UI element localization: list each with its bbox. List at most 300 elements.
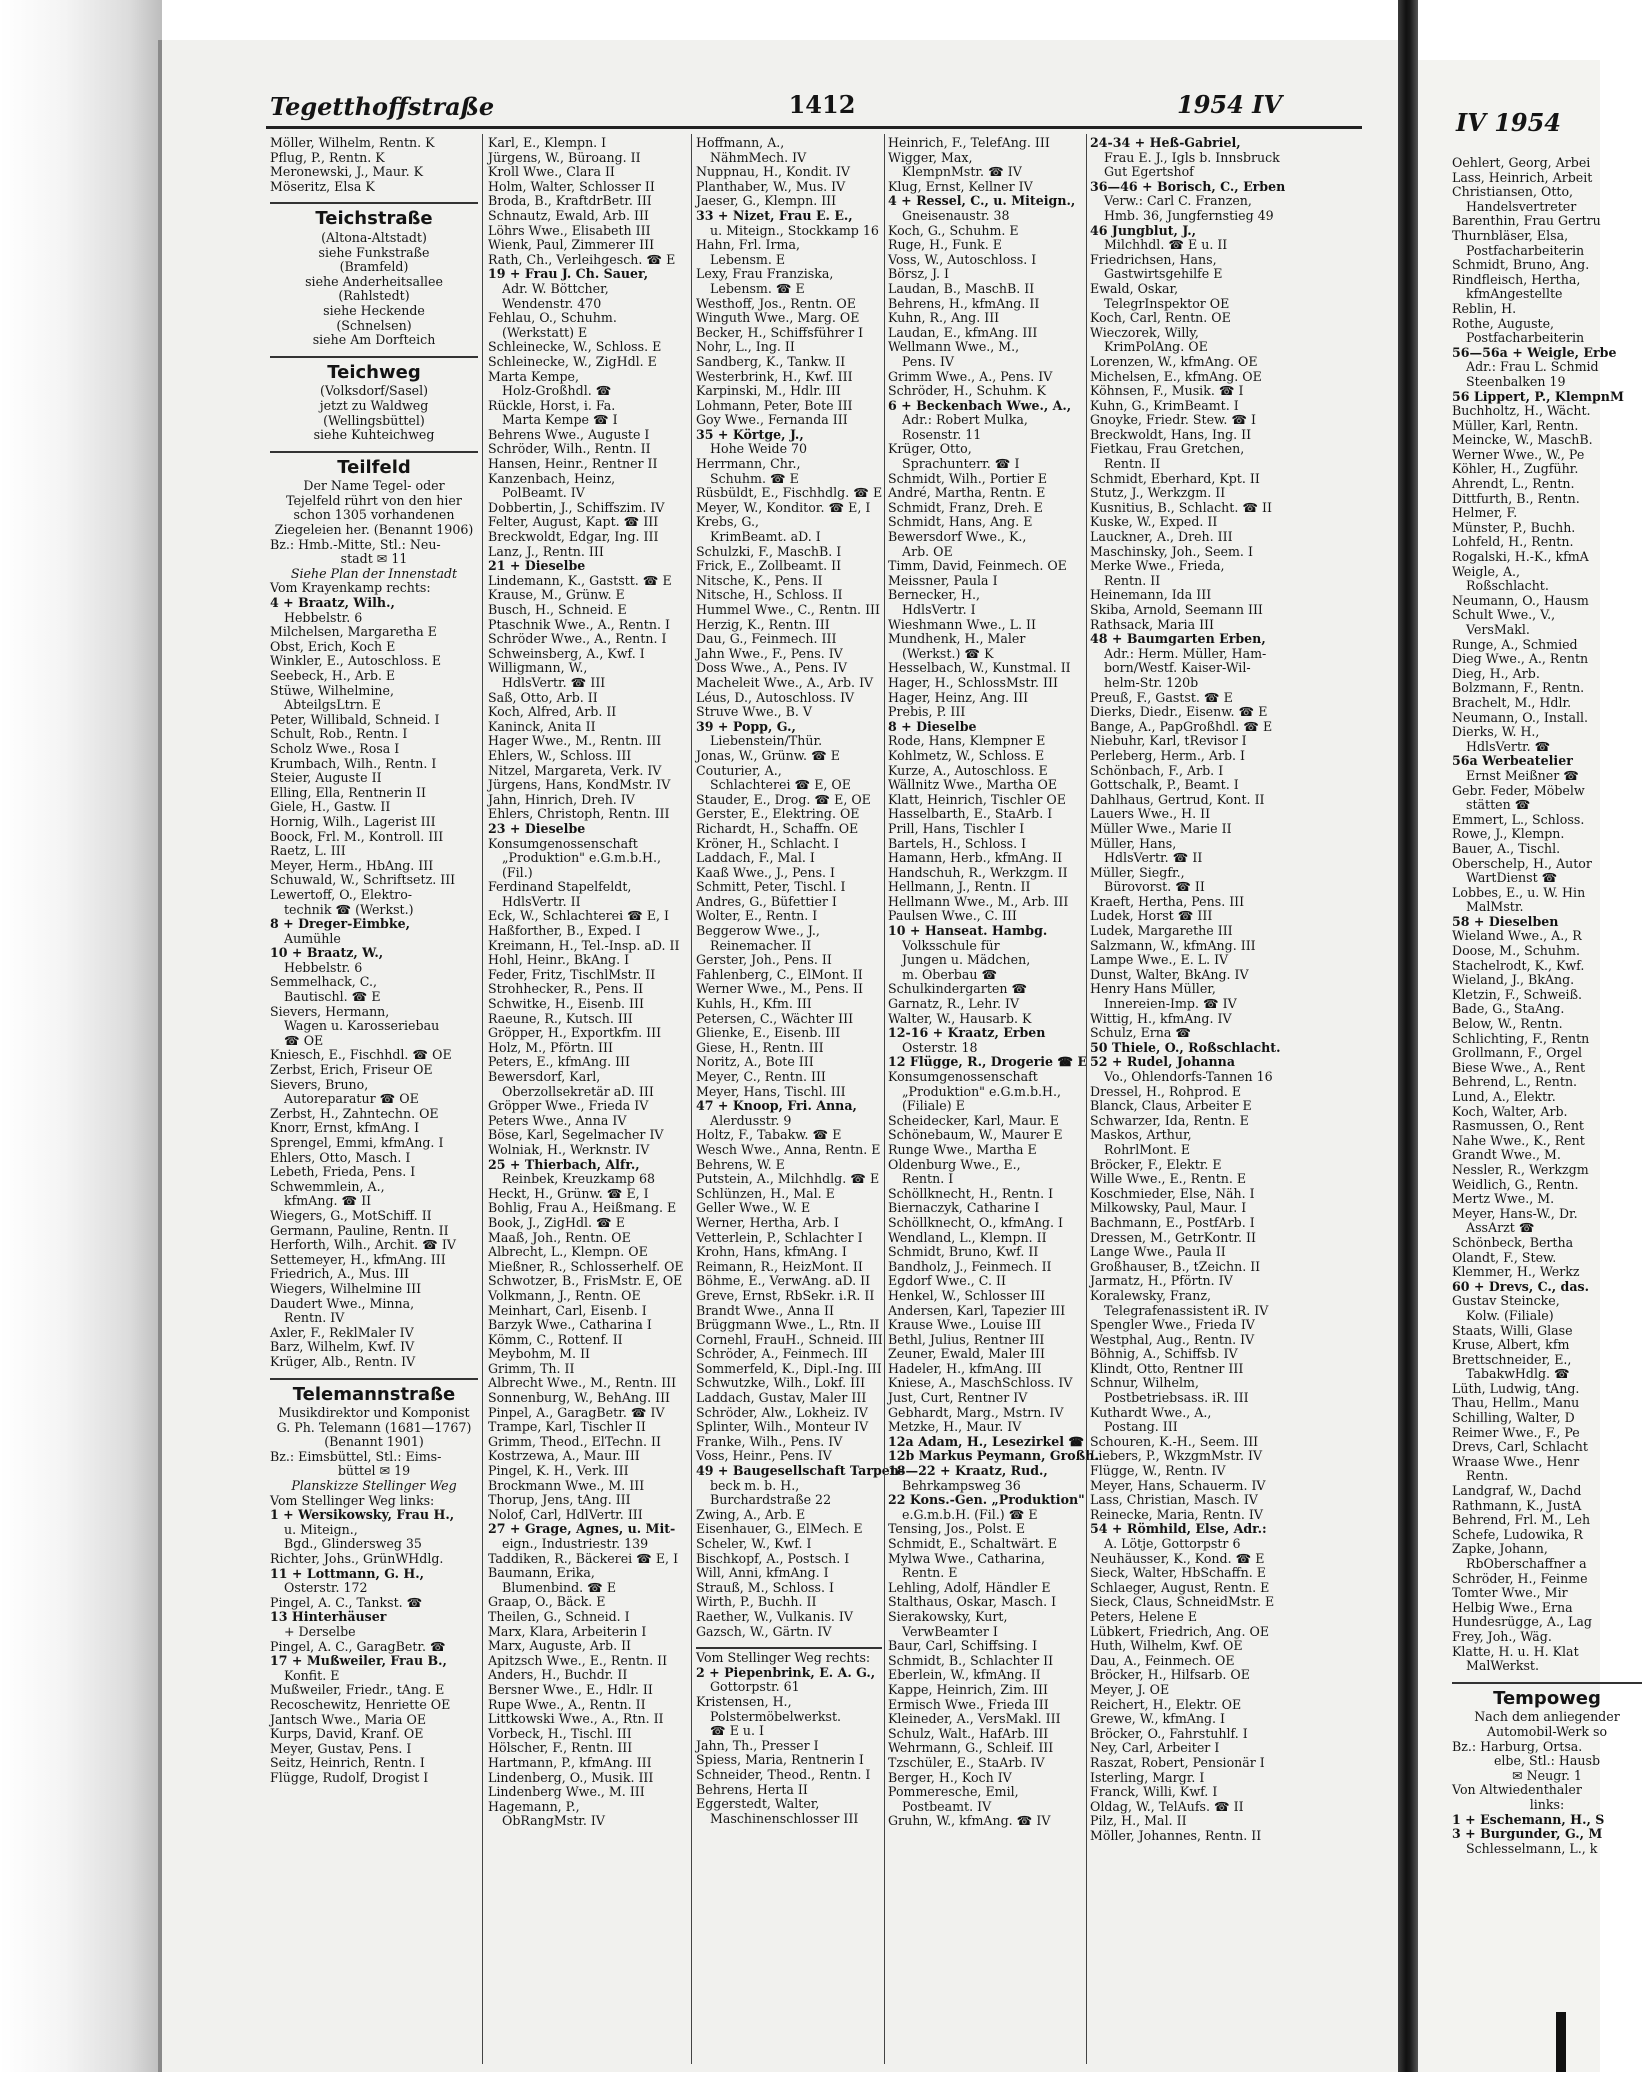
directory-entry: Schuwald, W., Schriftsetz. III — [270, 872, 456, 888]
house-number-entry: 33 + Nizet, Frau E. E., — [696, 207, 853, 223]
house-number-entry: 47 + Knoop, Fri. Anna, — [696, 1098, 857, 1114]
directory-entry: Jahn, Hinrich, Dreh. IV — [488, 791, 635, 807]
directory-entry: Gerster, Joh., Pens. II — [696, 952, 832, 968]
directory-entry: Splinter, Wilh., Monteur IV — [696, 1419, 869, 1435]
directory-entry: Strauß, M., Schloss. I — [696, 1579, 834, 1595]
directory-entry: Wienk, Paul, Zimmerer III — [488, 237, 655, 253]
facing-page-header: IV 1954 — [1456, 108, 1561, 137]
entry-continuation: Volksschule für — [902, 937, 1000, 953]
entry-continuation: AbteilgsLtrn. E — [284, 697, 382, 713]
directory-entry: Henkel, W., Schlosser III — [888, 1287, 1046, 1303]
directory-entry: Thau, Hellm., Manu — [1452, 1395, 1580, 1411]
directory-entry: Breckwoldt, Hans, Ing. II — [1090, 426, 1252, 442]
directory-entry: Krohn, Hans, kfmAng. I — [696, 1244, 847, 1260]
directory-entry: Lobbes, E., u. W. Hin — [1452, 884, 1586, 900]
directory-entry: Bachmann, E., PostfArb. I — [1090, 1214, 1255, 1230]
directory-entry: Schönbach, F., Arb. I — [1090, 762, 1224, 778]
directory-entry: Henry Hans Müller, — [1090, 981, 1216, 997]
directory-entry: Meinhart, Carl, Eisenb. I — [488, 1302, 647, 1318]
directory-entry: Nitsche, K., Pens. II — [696, 572, 823, 588]
directory-entry: Bohlig, Frau A., Heißmang. E — [488, 1200, 677, 1216]
directory-entry: Schöllknecht, O., kfmAng. I — [888, 1214, 1063, 1230]
directory-entry: Mießner, R., Schlosserhelf. OE — [488, 1258, 684, 1274]
directory-entry: Reichert, H., Elektr. OE — [1090, 1696, 1242, 1712]
entry-continuation: PolBeamt. IV — [502, 485, 585, 501]
directory-entry: Egdorf Wwe., C. II — [888, 1273, 1006, 1289]
directory-entry: Böhme, E., VerwAng. aD. II — [696, 1273, 871, 1289]
directory-entry: Behrens, H., kfmAng. II — [888, 295, 1040, 311]
directory-entry: Bernecker, H., — [888, 587, 981, 603]
entry-continuation: Osterstr. 18 — [902, 1039, 978, 1055]
directory-entry: Nolof, Carl, HdlVertr. III — [488, 1506, 643, 1522]
directory-entry: Doss Wwe., A., Pens. IV — [696, 660, 847, 676]
entry-continuation: Liebenstein/Thür. — [710, 733, 823, 749]
column-3 — [696, 135, 905, 2066]
directory-entry: Glienke, E., Eisenb. III — [696, 1025, 841, 1041]
directory-entry: Jantsch Wwe., Maria OE — [270, 1711, 427, 1727]
directory-entry: Müller Wwe., Marie II — [1090, 820, 1232, 836]
directory-entry: Vetterlein, P., Schlachter I — [696, 1229, 863, 1245]
directory-entry: Münster, P., Buchh. — [1452, 519, 1576, 535]
directory-entry: Barz, Wilhelm, Kwf. IV — [270, 1339, 415, 1355]
entry-continuation: HdlsVertr. II — [502, 893, 581, 909]
entry-continuation: ☎ E u. I — [710, 1723, 764, 1739]
directory-entry: Hölscher, F., Rentn. III — [488, 1740, 633, 1756]
directory-entry: Marx, Klara, Arbeiterin I — [488, 1623, 647, 1639]
directory-entry: Kruse, Albert, kfm — [1452, 1337, 1570, 1353]
street-note: Tejelfeld rührt von den hier — [286, 492, 462, 508]
entry-continuation: Pens. IV — [902, 353, 955, 369]
directory-entry: Pingel, A. C., GaragBetr. ☎ — [270, 1638, 446, 1654]
directory-entry: Reimann, R., HeizMont. II — [696, 1258, 863, 1274]
directory-entry: Prebis, P. III — [888, 704, 966, 720]
house-number-entry: 6 + Beckenbach Wwe., A., — [888, 397, 1072, 413]
directory-entry: Huth, Wilhelm, Kwf. OE — [1090, 1638, 1243, 1654]
house-number-entry: 36—46 + Borisch, C., Erben — [1090, 178, 1286, 194]
entry-continuation: VerwBeamter I — [902, 1623, 998, 1639]
directory-entry: Schröder, A., Feinmech. III — [696, 1346, 868, 1362]
directory-entry: Giese, H., Rentn. III — [696, 1039, 824, 1055]
directory-entry: Schmidt, Hans, Ang. E — [888, 514, 1033, 530]
directory-entry: Trampe, Karl, Tischler II — [488, 1419, 646, 1435]
directory-entry: Drevs, Carl, Schlacht — [1452, 1439, 1588, 1455]
directory-entry: Dieg Wwe., A., Rentn — [1452, 651, 1589, 667]
directory-entry: Schnautz, Ewald, Arb. III — [488, 207, 649, 223]
page-number: 1412 — [788, 90, 856, 119]
street-note: (Volksdorf/Sasel) — [319, 383, 429, 399]
directory-entry: Hansen, Heinr., Rentner II — [488, 456, 658, 472]
street-note: Nach dem anliegender — [1474, 1709, 1620, 1725]
directory-entry: Biese Wwe., A., Rent — [1452, 1059, 1586, 1075]
directory-entry: Sieck, Walter, HbSchaffn. E — [1090, 1565, 1266, 1581]
directory-entry: Tzschüler, E., StaArb. IV — [888, 1754, 1045, 1770]
directory-entry: Lange Wwe., Paula II — [1090, 1244, 1226, 1260]
entry-continuation: VersMakl. — [1466, 622, 1530, 637]
directory-entry: Andersen, Karl, Tapezier III — [888, 1302, 1066, 1318]
entry-continuation: Rentn. II — [1104, 456, 1161, 472]
entry-continuation: Rentn. II — [1104, 572, 1161, 588]
directory-entry: Brachelt, M., Hdlr. — [1452, 694, 1572, 710]
directory-entry: Reinecke, Maria, Rentn. IV — [1090, 1506, 1263, 1522]
house-number-entry: 8 + Dieselbe — [888, 718, 977, 734]
directory-entry: Wittig, H., kfmAng. IV — [1090, 1010, 1232, 1026]
entry-continuation: Arb. OE — [902, 543, 953, 559]
directory-entry: Schouren, K.-H., Seem. III — [1090, 1433, 1259, 1449]
directory-entry: Ptaschnik Wwe., A., Rentn. I — [488, 616, 670, 632]
directory-entry: Lübkert, Friedrich, Ang. OE — [1090, 1623, 1270, 1639]
directory-entry: Heckt, H., Grünw. ☎ E, I — [488, 1185, 649, 1201]
directory-entry: Meybohm, M. II — [488, 1346, 591, 1362]
directory-entry: Von Altwiedenthaler — [1452, 1782, 1582, 1798]
directory-entry: Krüger, Otto, — [888, 441, 972, 457]
directory-entry: Müller, Hans, — [1090, 835, 1177, 851]
directory-entry: Ermisch Wwe., Frieda III — [888, 1696, 1049, 1712]
directory-entry: Stutz, J., Werkzgm. II — [1090, 485, 1226, 501]
house-number-entry: 54 + Römhild, Else, Adr.: — [1090, 1521, 1267, 1537]
directory-entry: Albrecht, L., Klempn. OE — [488, 1244, 648, 1260]
directory-entry: Haßforther, B., Exped. I — [488, 923, 641, 939]
entry-continuation: Gneisenaustr. 38 — [902, 207, 1010, 223]
directory-entry: Lorenzen, W., kfmAng. OE — [1090, 353, 1258, 369]
directory-entry: Gebhardt, Marg., Mstrn. IV — [888, 1404, 1064, 1420]
directory-entry: Hager, H., SchlossMstr. III — [888, 674, 1058, 690]
directory-entry: Brüggmann Wwe., L., Rtn. II — [696, 1317, 880, 1333]
entry-continuation: Vo., Ohlendorfs-Tannen 16 — [1104, 1069, 1273, 1084]
directory-entry: Wieland Wwe., A., R — [1452, 928, 1582, 944]
directory-entry: Rüsbüldt, E., Fischhdlg. ☎ E — [696, 485, 883, 501]
directory-entry: André, Martha, Rentn. E — [888, 485, 1046, 501]
directory-entry: Semmelhack, C., — [270, 974, 377, 990]
directory-entry: Becker, H., Schiffsführer I — [696, 324, 864, 340]
house-number-entry: 12 Flügge, R., Drogerie ☎ E — [888, 1054, 1088, 1070]
directory-entry: Dau, A., Feinmech. OE — [1090, 1652, 1235, 1668]
directory-entry: Taddiken, R., Bäckerei ☎ E, I — [488, 1550, 679, 1566]
directory-entry: Runge Wwe., Martha E — [888, 1141, 1037, 1157]
directory-entry: Hager, Heinz, Ang. III — [888, 689, 1029, 705]
entry-continuation: eign., Industriestr. 139 — [502, 1536, 649, 1551]
directory-entry: Schulz, Walt., HafArb. III — [888, 1725, 1049, 1741]
directory-entry: Gröpper, H., Exportkfm. III — [488, 1025, 662, 1041]
house-number-entry: 10 + Hanseat. Hambg. — [888, 923, 1048, 939]
directory-entry: Klug, Ernst, Kellner IV — [888, 178, 1033, 194]
directory-entry: Lehling, Adolf, Händler E — [888, 1579, 1051, 1595]
directory-entry: Schröder, Wilh., Rentn. II — [488, 441, 651, 457]
directory-entry: Putstein, A., Milchhdlg. ☎ E — [696, 1171, 880, 1187]
entry-continuation: Reinbek, Kreuzkamp 68 — [502, 1171, 656, 1187]
directory-entry: Bersner Wwe., E., Hdlr. II — [488, 1681, 653, 1697]
directory-page — [158, 40, 1402, 2072]
directory-entry: Schnur, Wilhelm, — [1090, 1375, 1199, 1391]
directory-entry: Mertz Wwe., M. — [1452, 1191, 1555, 1207]
directory-entry: Oehlert, Georg, Arbei — [1452, 155, 1591, 170]
entry-continuation: Adr.: Frau L. Schmid — [1466, 359, 1599, 375]
directory-entry: Bz.: Harburg, Ortsa. — [1452, 1738, 1583, 1754]
directory-entry: Krause, M., Grünw. E — [488, 587, 625, 603]
directory-entry: Isterling, Margr. I — [1090, 1769, 1205, 1785]
directory-entry: Stalthaus, Oskar, Masch. I — [888, 1594, 1057, 1610]
entry-continuation: ☎ OE — [284, 1032, 324, 1048]
directory-entry: Sommerfeld, K., Dipl.-Ing. III — [696, 1360, 882, 1376]
directory-entry: Nahe Wwe., K., Rent — [1452, 1132, 1585, 1148]
directory-entry: Wieshmann Wwe., L. II — [888, 616, 1036, 632]
entry-continuation: HdlsVertr. I — [902, 602, 976, 617]
directory-entry: Heinemann, Ida III — [1090, 587, 1212, 603]
directory-entry: Schmidt, Bruno, Ang. — [1452, 257, 1590, 273]
entry-continuation: RohrlMont. E — [1104, 1141, 1191, 1157]
directory-entry: Schefe, Ludowika, R — [1452, 1526, 1583, 1542]
directory-entry: Dahlhaus, Gertrud, Kont. II — [1090, 791, 1265, 807]
directory-entry: Winkler, E., Autoschloss. E — [270, 653, 442, 669]
directory-entry: Apitzsch Wwe., E., Rentn. II — [488, 1652, 668, 1668]
directory-entry: Hahn, Frl. Irma, — [696, 237, 800, 253]
directory-entry: Holtz, F., Tabakw. ☎ E — [696, 1127, 842, 1143]
directory-entry: Rückle, Horst, i. Fa. — [488, 397, 616, 413]
directory-entry: Léus, D., Autoschloss. IV — [696, 689, 855, 705]
directory-entry: Milkowsky, Paul, Maur. I — [1090, 1200, 1247, 1216]
plan-reference: Planskizze Stellinger Weg — [291, 1478, 457, 1494]
entry-continuation: Handelsvertreter — [1466, 198, 1577, 214]
directory-entry: Herrmann, Chr., — [696, 456, 801, 472]
directory-entry: Timm, David, Feinmech. OE — [888, 558, 1067, 574]
street-running-head: Tegetthoffstraße — [270, 92, 495, 121]
entry-continuation: Roßschlacht. — [1466, 578, 1549, 594]
directory-entry: Axler, F., ReklMaler IV — [270, 1324, 414, 1340]
entry-continuation: + Derselbe — [284, 1624, 356, 1639]
directory-entry: Meyer, Gustav, Pens. I — [270, 1740, 412, 1756]
directory-entry: Schmidt, E., Schaltwärt. E — [888, 1536, 1058, 1551]
entry-continuation: born/Westf. Kaiser-Wil- — [1104, 660, 1251, 676]
street-heading: Teichstraße — [315, 208, 433, 230]
house-number-entry: 4 + Ressel, C., u. Miteign., — [888, 193, 1076, 209]
directory-entry: Pflug, P., Rentn. K — [270, 149, 385, 165]
directory-entry: Wendland, L., Klempn. II — [888, 1229, 1047, 1245]
header-rule — [266, 126, 1362, 129]
directory-entry: Rupe Wwe., A., Rentn. II — [488, 1696, 646, 1712]
directory-entry: Kletzin, F., Schweiß. — [1452, 986, 1582, 1002]
directory-entry: Tomter Wwe., Mir — [1452, 1585, 1568, 1601]
directory-entry: Eggerstedt, Walter, — [696, 1796, 820, 1812]
entry-continuation: MalMstr. — [1466, 899, 1524, 915]
directory-entry: Gottschalk, P., Beamt. I — [1090, 777, 1239, 793]
directory-entry: Gnoyke, Friedr. Stew. ☎ I — [1090, 412, 1256, 428]
directory-entry: Nuppnau, H., Kondit. IV — [696, 164, 850, 180]
directory-entry: Giele, H., Gastw. II — [270, 799, 391, 815]
directory-entry: Schmidt, B., Schlachter II — [888, 1652, 1054, 1668]
entry-continuation: Aumühle — [284, 930, 341, 946]
directory-entry: Behrend, Frl. M., Leh — [1452, 1512, 1591, 1528]
directory-entry: Hellmann Wwe., M., Arb. III — [888, 893, 1069, 909]
directory-entry: Daudert Wwe., Minna, — [270, 1295, 415, 1311]
directory-entry: Eisenhauer, G., ElMech. E — [696, 1521, 863, 1537]
directory-entry: Vorbeck, H., Tischl. III — [488, 1725, 632, 1741]
directory-entry: Oldenburg Wwe., E., — [888, 1156, 1021, 1172]
directory-entry: Ruge, H., Funk. E — [888, 237, 1002, 253]
directory-entry: Ludek, Margarethe III — [1090, 923, 1233, 939]
house-number-entry: 35 + Körtge, J., — [696, 426, 804, 442]
column-divider — [884, 134, 885, 2064]
directory-entry: Nessler, R., Werkzgm — [1452, 1161, 1589, 1177]
directory-entry: Kniesch, E., Fischhdl. ☎ OE — [270, 1047, 452, 1063]
directory-entry: Brockmann Wwe., M. III — [488, 1477, 645, 1493]
directory-entry: Werner Wwe., W., Pe — [1452, 446, 1585, 462]
directory-entry: Herforth, Wilh., Archit. ☎ IV — [270, 1237, 456, 1253]
directory-entry: Franck, Willi, Kwf. I — [1090, 1784, 1218, 1800]
directory-entry: Vom Krayenkamp rechts: — [270, 580, 431, 596]
directory-entry: Schönbeck, Bertha — [1452, 1234, 1574, 1250]
directory-entry: Garnatz, R., Lehr. IV — [888, 996, 1020, 1012]
directory-entry: Metzke, H., Maur. IV — [888, 1419, 1022, 1435]
directory-entry: Koschmieder, Else, Näh. I — [1090, 1185, 1255, 1201]
directory-entry: Busch, H., Schneid. E — [488, 602, 627, 617]
directory-entry: Jaeser, G., Klempn. III — [696, 193, 837, 209]
directory-entry: Christiansen, Otto, — [1452, 184, 1574, 200]
directory-entry: Barenthin, Frau Gertru — [1452, 213, 1601, 229]
street-note: links: — [1529, 1796, 1565, 1812]
directory-entry: Beggerow Wwe., J., — [696, 923, 820, 939]
entry-continuation: u. Miteign., Stockkamp 16 — [710, 222, 879, 238]
directory-entry: Nitsche, H., Schloss. II — [696, 587, 843, 603]
entry-continuation: Burchardstraße 22 — [710, 1492, 832, 1508]
directory-entry: Skiba, Arnold, Seemann III — [1090, 602, 1263, 617]
entry-continuation: Hebbelstr. 6 — [284, 959, 363, 975]
directory-entry: Wesch Wwe., Anna, Rentn. E — [696, 1141, 881, 1157]
directory-entry: Konsumgenossenschaft — [888, 1069, 1038, 1084]
directory-entry: Felter, August, Kapt. ☎ III — [488, 514, 659, 530]
directory-entry: Kaninck, Anita II — [488, 718, 596, 734]
directory-entry: Raeune, R., Kutsch. III — [488, 1010, 633, 1026]
directory-entry: Nitzel, Margareta, Verk. IV — [488, 762, 662, 778]
directory-entry: Friedrich, A., Mus. III — [270, 1266, 410, 1282]
house-number-entry: 60 + Drevs, C., das. — [1452, 1278, 1589, 1294]
directory-entry: Stauder, E., Drog. ☎ E, OE — [696, 791, 871, 807]
directory-entry: Feder, Fritz, TischlMstr. II — [488, 966, 656, 982]
entry-continuation: ObRangMstr. IV — [502, 1813, 605, 1829]
directory-entry: Schwemmlein, A., — [270, 1178, 385, 1194]
house-number-entry: 22 Kons.-Gen. „Produktion" — [888, 1492, 1085, 1508]
directory-entry: Sievers, Hermann, — [270, 1003, 390, 1019]
directory-entry: Böse, Karl, Segelmacher IV — [488, 1127, 664, 1143]
entry-continuation: Blumenbind. ☎ E — [502, 1579, 617, 1595]
directory-entry: Krebs, G., — [696, 514, 760, 530]
directory-entry: Koralewsky, Franz, — [1090, 1287, 1211, 1303]
entry-continuation: Alerdusstr. 9 — [710, 1112, 792, 1128]
street-note: siehe Funkstraße — [318, 244, 430, 260]
directory-entry: Runge, A., Schmied — [1452, 636, 1578, 652]
directory-entry: Schulkindergarten ☎ — [888, 981, 1028, 997]
entry-continuation: beck m. b. H., — [710, 1477, 800, 1493]
directory-entry: Below, W., Rentn. — [1452, 1016, 1563, 1032]
directory-entry: Karl, E., Klempn. I — [488, 135, 607, 150]
directory-entry: Schwarzer, Ida, Rentn. E — [1090, 1112, 1249, 1128]
entry-continuation: Jungen u. Mädchen, — [902, 952, 1031, 968]
entry-continuation: „Produktion" e.G.m.b.H., — [502, 850, 662, 866]
directory-entry: Laddach, F., Mal. I — [696, 850, 815, 866]
directory-entry: Helbig Wwe., Erna — [1452, 1599, 1573, 1615]
directory-entry: Vom Stellinger Weg links: — [270, 1492, 435, 1508]
directory-entry: Herzig, K., Rentn. III — [696, 616, 830, 632]
directory-entry: Schönebaum, W., Maurer E — [888, 1127, 1063, 1143]
directory-entry: Bauer, A., Tischl. — [1452, 840, 1561, 856]
directory-entry: Schmidt, Eberhard, Kpt. II — [1090, 470, 1260, 486]
directory-entry: Kurze, A., Autoschloss. E — [888, 762, 1048, 778]
street-note: schon 1305 vorhandenen — [293, 507, 455, 523]
entry-continuation: KlempnMstr. ☎ IV — [902, 164, 1022, 180]
house-number-entry: 21 + Dieselbe — [488, 558, 586, 574]
directory-entry: Schult Wwe., V., — [1452, 607, 1556, 623]
directory-entry: Laudan, B., MaschB. II — [888, 280, 1035, 296]
directory-entry: Konsumgenossenschaft — [488, 835, 638, 851]
directory-entry: Sprengel, Emmi, kfmAng. I — [270, 1135, 444, 1150]
scanner-edge-left — [0, 0, 162, 2072]
entry-continuation: Sprachunterr. ☎ I — [902, 456, 1020, 472]
column-divider — [691, 134, 692, 2064]
directory-entry: Salzmann, W., kfmAng. III — [1090, 937, 1256, 953]
house-number-entry: 23 + Dieselbe — [488, 820, 586, 836]
street-note: (Rahlstedt) — [338, 288, 410, 304]
directory-entry: Eck, W., Schlachterei ☎ E, I — [488, 908, 670, 924]
directory-entry: Germann, Pauline, Rentn. II — [270, 1222, 449, 1238]
directory-entry: Lüth, Ludwig, tAng. — [1452, 1380, 1580, 1396]
directory-entry: Marx, Auguste, Arb. II — [488, 1638, 632, 1654]
directory-entry: Boock, Frl. M., Kontroll. III — [270, 828, 444, 844]
directory-entry: Schmitt, Peter, Tischl. I — [696, 879, 846, 895]
house-number-entry: 8 + Dreger-Eimbke, — [270, 916, 410, 932]
directory-entry: Littkowski Wwe., A., Rtn. II — [488, 1711, 664, 1727]
year-district: 1954 IV — [1177, 90, 1282, 119]
directory-entry: Dobbertin, J., Schiffszim. IV — [488, 499, 665, 515]
directory-entry: Jonas, W., Grünw. ☎ E — [696, 747, 840, 763]
entry-continuation: KrimBeamt. aD. I — [710, 529, 821, 545]
directory-entry: Dierks, Diedr., Eisenw. ☎ E — [1090, 704, 1268, 720]
street-note: elbe, Stl.: Hausb — [1493, 1753, 1601, 1769]
directory-entry: Lanz, J., Rentn. III — [488, 543, 604, 559]
entry-continuation: Polstermöbelwerkst. — [710, 1708, 842, 1724]
section-rule — [270, 1378, 478, 1380]
entry-continuation: Adr.: Robert Mulka, — [902, 412, 1028, 428]
directory-entry: Flügge, W., Rentn. IV — [1090, 1463, 1226, 1479]
directory-entry: Lindenberg Wwe., M. III — [488, 1784, 645, 1800]
directory-entry: Wiegers, G., MotSchiff. II — [270, 1207, 432, 1223]
directory-entry: Holz, M., Pförtn. III — [488, 1039, 613, 1055]
column-4 — [888, 135, 1099, 2066]
directory-entry: Biernaczyk, Catharine I — [888, 1200, 1040, 1216]
street-note: siehe Am Dorfteich — [312, 332, 436, 348]
directory-entry: Koch, Alfred, Arb. II — [488, 704, 617, 720]
directory-entry: Meyer, Hans, Schauerm. IV — [1090, 1477, 1266, 1493]
house-number-entry: 11 + Lottmann, G. H., — [270, 1565, 425, 1581]
directory-entry: Westhoff, Jos., Rentn. OE — [696, 295, 856, 311]
directory-entry: Kuhn, R., Ang. III — [888, 310, 1000, 326]
directory-entry: Schwotzer, B., FrisMstr. E, OE — [488, 1273, 683, 1289]
facing-column — [1452, 156, 1642, 2086]
directory-entry: Maskos, Arthur, — [1090, 1127, 1192, 1143]
house-number-entry: 2 + Piepenbrink, E. A. G., — [696, 1664, 876, 1680]
directory-entry: Schmidt, Franz, Dreh. E — [888, 499, 1043, 515]
directory-entry: Hartmann, P., kfmAng. III — [488, 1754, 652, 1770]
directory-entry: Rasmussen, O., Rent — [1452, 1118, 1584, 1134]
directory-entry: Wällnitz Wwe., Martha OE — [888, 777, 1058, 793]
directory-entry: Kniese, A., MaschSchloss. IV — [888, 1375, 1073, 1391]
entry-continuation: Rentn. — [1466, 1468, 1509, 1484]
directory-entry: Neuhäusser, K., Kond. ☎ E — [1090, 1550, 1265, 1566]
directory-entry: Meyer, W., Konditor. ☎ E, I — [696, 499, 871, 515]
directory-entry: Knorr, Ernst, kfmAng. I — [270, 1120, 420, 1136]
directory-entry: Meyer, Herm., HbAng. III — [270, 857, 434, 873]
entry-continuation: Innereien-Imp. ☎ IV — [1104, 996, 1237, 1012]
directory-entry: Wehrmann, G., Schleif. III — [888, 1740, 1054, 1756]
directory-entry: Couturier, A., — [696, 762, 782, 778]
directory-entry: Bröcker, H., Hilfsarb. OE — [1090, 1667, 1250, 1683]
